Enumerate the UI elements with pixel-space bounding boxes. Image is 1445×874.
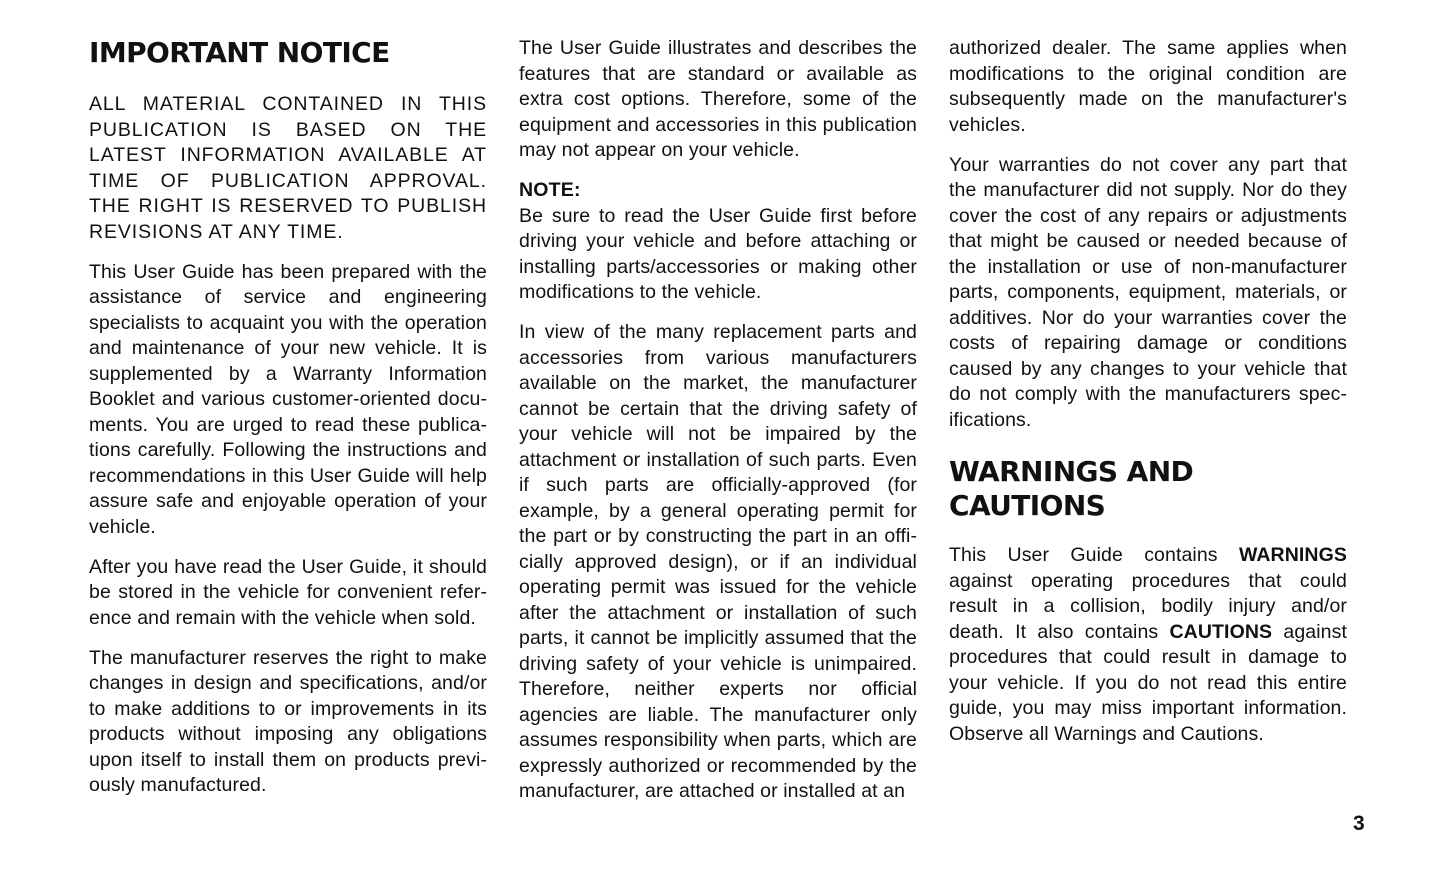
cautions-keyword: CAUTIONS — [1169, 620, 1273, 643]
note-block — [519, 178, 917, 306]
column-2 — [519, 36, 917, 819]
replacement-parts-paragraph: In view of the many replacement parts and accessories from various manufacturers available on the market, the manufacturer cannot be certain that the driving safety of your vehicle will not be impaired by the attachment or installation of such parts. Even if such parts are officially-approved (for example, by a general operating permit for the part or by constructing the part in an officially approved design), or if an individual operating permit was issued for the vehicle after the attachment or installation of such parts, it cannot be implicitly assumed that the driving safety of your vehicle is unimpaired. Therefore, neither experts nor official agencies are liable. The manufacturer only assumes responsibility when parts, which are expressly authorized or recommended by the manufacturer, are attached or installed at an — [519, 321, 917, 802]
warnings-paragraph — [949, 543, 1347, 747]
warnings-text-a: This User Guide contains — [949, 544, 1239, 566]
warnings-text-b: against operating procedures that could result in a collision, bodily injury and/or death. It also contains — [949, 569, 1347, 643]
page-number: 3 — [1353, 812, 1365, 835]
column-1 — [89, 36, 487, 813]
warnings-text-c: against procedures that could result in damage to your vehicle. If you do not read this entire guide, you may miss important information. Observe all Warnings and Cautions. — [949, 620, 1347, 745]
notice-paragraph: ALL MATERIAL CONTAINED IN THIS PUBLICATION IS BASED ON THE LATEST INFORMATION AVAILABLE AT TIME OF PUBLICATION APPROVAL. THE RIGHT IS RESERVED TO PUBLISH REVISIONS AT ANY TIME. — [89, 93, 487, 243]
important-notice-heading: IMPORTANT NOTICE — [89, 36, 390, 69]
dealer-paragraph: authorized dealer. The same applies when modifications to the original condition are subsequently made on the manufacturer's vehicles. — [949, 37, 1347, 136]
guide-purpose-paragraph: This User Guide has been prepared with the assistance of service and engineering specialists to acquaint you with the operation and maintenance of your new vehicle. It is supplemented by a Warranty Information Booklet and various customer-oriented documents. You are urged to read these publications carefully. Following the instructions and recommendations in this User Guide will help assure safe and enjoyable operation of your vehicle. — [89, 260, 487, 538]
storage-paragraph: After you have read the User Guide, it should be stored in the vehicle for convenient reference and remain with the vehicle when sold. — [89, 555, 487, 629]
warnings-cautions-heading: WARNINGS AND CAUTIONS — [949, 455, 1194, 522]
note-text: Be sure to read the User Guide first before driving your vehicle and before attaching or installing parts/accessories or making other modifications to the vehicle. — [519, 204, 917, 303]
column-3 — [949, 36, 1347, 762]
warranty-paragraph: Your warranties do not cover any part that the manufacturer did not supply. Nor do they cover the cost of any repairs or adjustments that might be caused or needed because of the installation or use of non-manufacturer parts, components, equipment, materials, or additives. Nor do your warranties cover the costs of repairing damage or conditions caused by any changes to your vehicle that do not comply with the manufacturers specifications. — [949, 153, 1347, 431]
features-paragraph: The User Guide illustrates and describes the features that are standard or available as extra cost options. Therefore, some of the equipment and accessories in this publication may not appear on your vehicle. — [519, 37, 917, 161]
note-label: NOTE: — [519, 179, 581, 201]
manufacturer-rights-paragraph: The manufacturer reserves the right to make changes in design and specifications, and/or to make additions to or improvements in its products without imposing any obligations upon itself to install them on products previously manufactured. — [89, 646, 487, 796]
warnings-keyword: WARNINGS — [1238, 544, 1347, 566]
